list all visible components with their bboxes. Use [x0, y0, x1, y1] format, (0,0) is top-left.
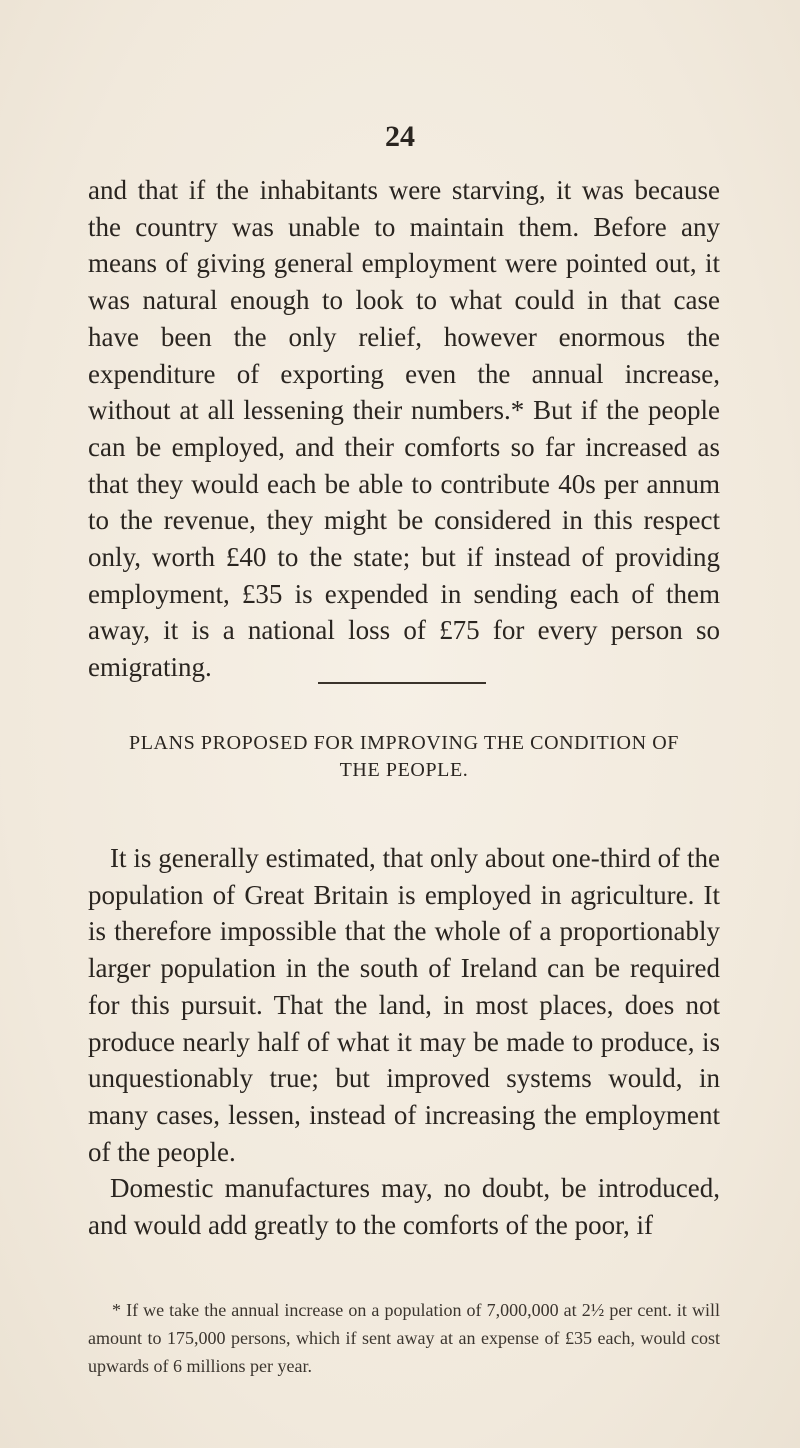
- main-text-top: [88, 172, 720, 686]
- footnote-text: * If we take the annual increase on a population of 7,000,000 at 2½ per cent. it will amount to 175,000 persons, which if sent away at an expense of £35 each, would cost upwards of 6 millions per year.: [88, 1300, 720, 1376]
- paragraph-agriculture: It is generally estimated, that only about one-third of the population of Great Britain is employed in agriculture. It is therefore impossible that the whole of a proportionably larger population in the south of Ireland can be required for this pursuit. That the land, in most places, does not produce nearly half of what it may be made to produce, is unquestionably true; but improved systems would, in many cases, lessen, instead of increasing the employment of the people.: [88, 843, 720, 1167]
- section-heading: [88, 730, 720, 784]
- paragraph-continuation: and that if the inhabitants were starving, it was because the country was unable to maintain them. Before any means of giving general employment were pointed out, it was natural enough to look to what could in that case have been the only relief, however enormous the expenditure of exporting even the annual increase, without at all lessening their numbers.* But if the people can be employed, and their comforts so far increased as that they would each be able to contribute 40s per annum to the revenue, they might be considered in this respect only, worth £40 to the state; but if instead of providing employment, £35 is expended in sending each of them away, it is a national loss of £75 for every person so emigrating.: [88, 175, 720, 683]
- section-heading-line-2: THE PEOPLE.: [339, 759, 469, 781]
- page-number: 24: [385, 120, 415, 153]
- paragraph-manufactures: Domestic manufactures may, no doubt, be introduced, and would add greatly to the comforts of the poor, if: [88, 1173, 720, 1241]
- section-heading-line-1: PLANS PROPOSED FOR IMPROVING THE CONDITION OF: [128, 732, 680, 754]
- footnote: [88, 1296, 720, 1380]
- main-text-section: [88, 840, 720, 1244]
- section-divider: [318, 682, 486, 684]
